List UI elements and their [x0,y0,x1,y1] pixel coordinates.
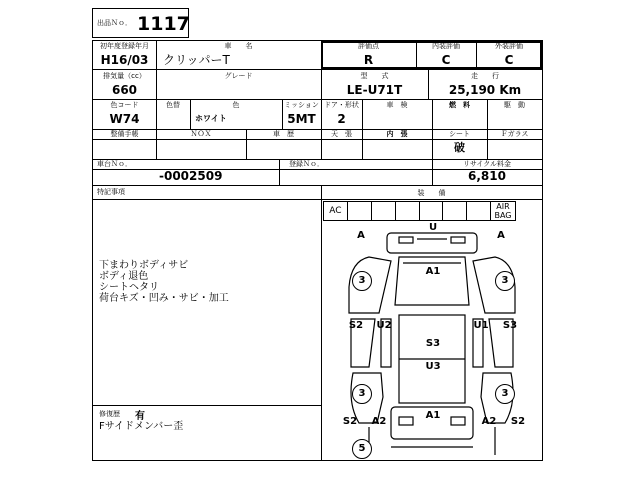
color-label: 色 [232,101,240,109]
mission-value: 5MT [287,112,316,126]
model-value: LE-U71T [346,83,403,97]
mark-top-center: U [428,222,438,233]
mark-right-side-inner: U1 [473,320,489,331]
note-line: シートヘタリ [99,282,159,293]
note-line: 荷台キズ・凹み・サビ・加工 [99,293,229,304]
score-value: R [363,53,374,67]
front-glass-label: Ｆガラス [500,130,529,138]
interior-lining-label: 内 張 [386,130,408,138]
roof-lining-label: 天 張 [331,130,352,138]
equipment-label: 装 備 [417,189,446,197]
mark-top-left: A [357,230,365,241]
exterior-score-label: 外装評価 [495,42,523,50]
mark-left-rear-wheel: 3 [352,384,372,404]
recycle-fee-value: 6,810 [468,169,506,183]
fuel-label: 燃 料 [449,101,470,109]
first-registration-label: 初年度登録年月 [100,42,149,50]
equipment-cell [420,202,444,220]
repair-history-value: 有 [135,411,145,422]
note-line: ボディ退色 [99,271,149,282]
listing-number-box [92,8,189,38]
equipment-cell [443,202,467,220]
mark-rear-panel: A1 [425,410,441,421]
mark-bottom-left-outer: S2 [342,416,358,427]
history-label: 車 歴 [273,130,294,138]
repair-history-label: 修復歴 [99,410,120,418]
car-name-label: 車 名 [224,42,253,50]
mark-right-rear-wheel: 3 [495,384,515,404]
color-value: ホワイト [195,114,227,123]
exterior-score-value: C [504,53,514,67]
airbag-text: AIR BAG [494,202,512,220]
first-registration-value: H16/03 [100,53,149,67]
drive-label: 駆 動 [504,101,525,109]
mark-bottom-left-inner: A2 [371,416,387,427]
mark-bed-front: S3 [425,338,441,349]
auction-sheet [92,40,543,461]
mark-top-right: A [497,230,505,241]
model-label: 型 式 [360,72,389,80]
mark-bottom-right-outer: S2 [510,416,526,427]
mileage-label: 走 行 [471,72,499,80]
color-code-value: W74 [109,112,140,126]
equipment-cell-airbag [490,201,516,221]
inspection-label: 車 検 [386,101,408,109]
notes-list [99,260,229,304]
color-code-label: 色コード [110,101,139,109]
mission-label: ミッション [284,101,319,109]
mark-bed-rear: U3 [425,361,441,372]
mileage-value: 25,190 Km [448,83,522,97]
nox-label: ＮＯＸ [190,130,212,138]
recycle-fee-label: リサイクル料金 [462,160,512,168]
equipment-cell [372,202,396,220]
equipment-grid [323,201,515,221]
seat-label: シート [449,130,470,138]
equipment-cell [467,202,491,220]
mark-bottom-right-inner: A2 [481,416,497,427]
doors-value: 2 [337,112,346,126]
notes-label: 特記事項 [97,188,125,196]
interior-score-label: 内装評価 [432,42,460,50]
mark-right-side-outer: S3 [502,320,518,331]
mark-left-side-outer: S2 [348,320,364,331]
registration-number-label: 登録Ｎｏ． [289,160,324,168]
seat-value: 破 [454,141,465,154]
car-name-value: クリッパーT [163,53,230,67]
score-label: 評価点 [358,42,379,50]
repaint-label: 色替 [166,101,180,109]
doors-label: ドア・形状 [324,101,359,109]
note-line: 下まわりボディサビ [99,260,189,271]
displacement-label: 排気量（cc） [103,72,146,80]
mark-right-front-wheel: 3 [495,271,515,291]
displacement-value: 660 [111,83,138,97]
listing-number-label: 出品Ｎｏ． [97,19,132,27]
equipment-cell [396,202,420,220]
mark-left-front-wheel: 3 [352,271,372,291]
grade-label: グレード [224,72,253,80]
interior-score-value: C [441,53,451,67]
repair-note: Fサイドメンバー歪 [99,421,184,432]
mark-left-side-inner: U2 [376,320,392,331]
listing-number-value: 1117 [137,13,190,35]
maintenance-record-label: 整備手帳 [110,130,139,138]
mark-cab-roof: A1 [425,266,441,277]
mark-spare: 5 [352,439,372,459]
chassis-number-label: 車台Ｎｏ． [97,160,132,168]
chassis-number-value: -0002509 [159,169,223,183]
equipment-cell [348,202,372,220]
equipment-cell-ac: AC [324,202,348,220]
